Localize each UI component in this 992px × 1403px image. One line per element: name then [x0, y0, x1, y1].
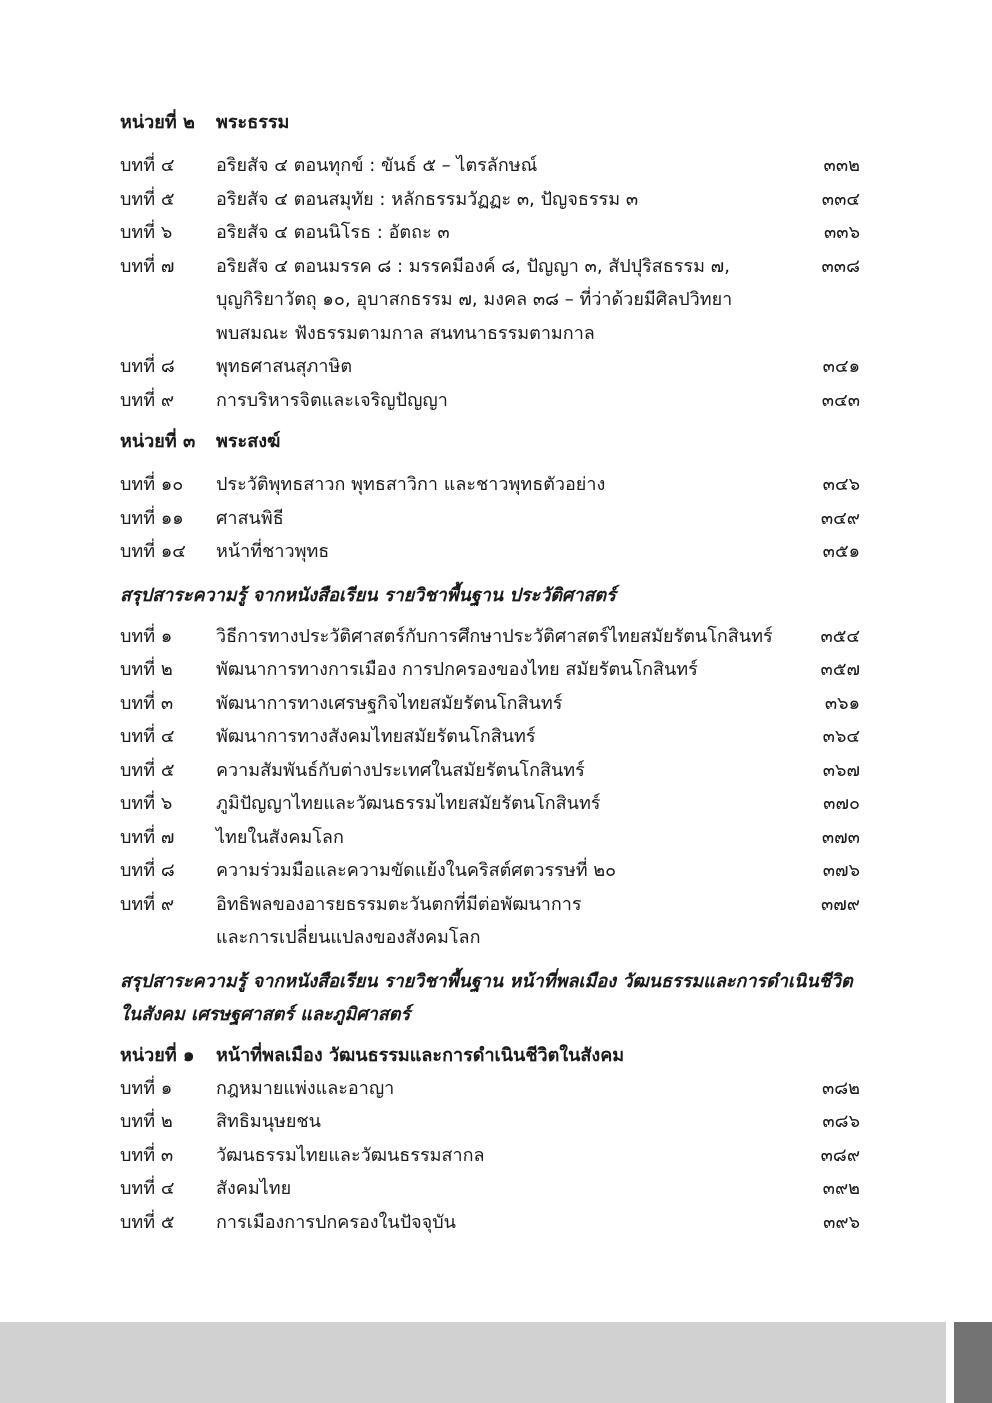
toc-entry [120, 468, 860, 502]
toc-entry [120, 720, 860, 754]
chapter-title-line: กฎหมายแพ่งและอาญา [216, 1077, 395, 1099]
page-number: ๓๔๑ [822, 356, 860, 377]
chapter-title [216, 216, 816, 250]
chapter-label: บทที่ ๔ [120, 726, 175, 747]
chapter-title-line: การบริหารจิตและเจริญปัญญา [216, 389, 448, 411]
section-heading-line: สรุปสาระความรู้ จากหนังสือเรียน รายวิชาพื้นฐาน ประวัติศาสตร์ [120, 584, 616, 606]
chapter-label: บทที่ ๑๑ [120, 507, 184, 529]
chapter-title-line: สังคมไทย [216, 1178, 292, 1199]
toc-entry [120, 216, 860, 250]
chapter-title-line: ความสัมพันธ์กับต่างประเทศในสมัยรัตนโกสินทร์ [216, 759, 585, 781]
unit-heading [120, 425, 860, 458]
chapter-label: บทที่ ๕ [120, 188, 175, 210]
chapter-title-line: ศาสนพิธี [216, 507, 284, 529]
section-heading [120, 965, 860, 1031]
toc-entry [120, 653, 860, 687]
unit-title: พระธรรม [216, 112, 290, 133]
chapter-title-line: อริยสัจ ๔ ตอนสมุทัย : หลักธรรมวัฏฏะ ๓, ปัญจธรรม ๓ [216, 188, 639, 210]
page-number: ๓๘๙ [820, 1144, 860, 1166]
unit-label: หน่วยที่ ๑ [120, 1044, 195, 1066]
toc-entry [120, 888, 860, 955]
toc-entry [120, 384, 860, 418]
toc-entry [120, 620, 860, 654]
toc-entry [120, 350, 860, 384]
unit-label: หน่วยที่ ๓ [120, 431, 196, 452]
page-number: ๓๔๙ [820, 507, 860, 529]
chapter-label: บทที่ ๓ [120, 692, 174, 714]
chapter-label: บทที่ ๗ [120, 255, 175, 277]
section-heading-line: ในสังคม เศรษฐศาสตร์ และภูมิศาสตร์ [120, 1003, 411, 1025]
chapter-title-line: สิทธิมนุษยชน [216, 1111, 321, 1132]
chapter-title-line: อิทธิพลของอารยธรรมตะวันตกที่มีต่อพัฒนาการ [216, 893, 582, 915]
page-number: ๓๖๔ [822, 726, 860, 747]
unit-label: หน่วยที่ ๒ [120, 112, 195, 133]
chapter-title-line: อริยสัจ ๔ ตอนมรรค ๘ : มรรคมีองค์ ๘, ปัญญา ๓, สัปปุริสธรรม ๗, [216, 255, 730, 277]
chapter-label: บทที่ ๕ [120, 759, 175, 781]
chapter-title-line: หน้าที่ชาวพุทธ [216, 541, 330, 562]
chapter-label: บทที่ ๘ [120, 356, 175, 377]
chapter-title-line: พบสมณะ ฟังธรรมตามกาล สนทนาธรรมตามกาล [216, 322, 595, 344]
section-heading-line: สรุปสาระความรู้ จากหนังสือเรียน รายวิชาพื้นฐาน หน้าที่พลเมือง วัฒนธรรมและการดำเนินชีวิต [120, 970, 853, 992]
page-number: ๓๙๒ [822, 1178, 860, 1199]
toc-entry [120, 1105, 860, 1139]
chapter-title [216, 720, 816, 754]
chapter-label: บทที่ ๕ [120, 1211, 175, 1233]
chapter-title-line: พัฒนาการทางเศรษฐกิจไทยสมัยรัตนโกสินทร์ [216, 692, 563, 714]
chapter-label: บทที่ ๑๔ [120, 541, 186, 562]
unit-title: หน้าที่พลเมือง วัฒนธรรมและการดำเนินชีวิตในสังคม [216, 1044, 625, 1066]
chapter-title [216, 384, 816, 418]
chapter-title-line: บุญกิริยาวัตถุ ๑๐, อุบาสกธรรม ๗, มงคล ๓๘ – ที่ว่าด้วยมีศิลปวิทยา [216, 289, 733, 310]
chapter-label: บทที่ ๘ [120, 860, 175, 881]
toc-entry [120, 754, 860, 788]
page-number: ๓๖๑ [824, 692, 860, 714]
chapter-title [216, 854, 816, 888]
chapter-label: บทที่ ๖ [120, 793, 173, 814]
chapter-label: บทที่ ๑๐ [120, 474, 184, 495]
page-number: ๓๓๖ [823, 222, 860, 243]
page-number: ๓๘๒ [821, 1077, 860, 1099]
chapter-title-line: วิธีการทางประวัติศาสตร์กับการศึกษาประวัติศาสตร์ไทยสมัยรัตนโกสินทร์ [216, 625, 773, 647]
chapter-title [216, 1172, 816, 1206]
chapter-label: บทที่ ๙ [120, 389, 175, 411]
chapter-title [216, 468, 816, 502]
chapter-title [216, 350, 816, 384]
unit-heading [120, 106, 860, 139]
table-of-contents [120, 106, 860, 1239]
toc-entry [120, 787, 860, 821]
page-number: ๓๗๖ [822, 860, 860, 881]
page-number: ๓๕๔ [820, 625, 860, 647]
chapter-title [216, 1206, 816, 1240]
page-number: ๓๙๖ [823, 1211, 860, 1233]
chapter-title [216, 787, 816, 821]
toc-entry [120, 149, 860, 183]
toc-entry [120, 821, 860, 855]
chapter-label: บทที่ ๖ [120, 222, 173, 243]
chapter-title [216, 821, 816, 855]
chapter-title [216, 1139, 816, 1173]
page-number: ๓๓๒ [823, 155, 860, 176]
chapter-label: บทที่ ๓ [120, 1144, 174, 1166]
footer-bar [0, 1322, 946, 1403]
page-number: ๓๓๔ [821, 188, 860, 210]
toc-entry [120, 1206, 860, 1240]
chapter-title-line: และการเปลี่ยนแปลงของสังคมโลก [216, 927, 481, 948]
chapter-title [216, 502, 816, 536]
chapter-title [216, 754, 816, 788]
chapter-title-line: อริยสัจ ๔ ตอนทุกข์ : ขันธ์ ๕ – ไตรลักษณ์ [216, 155, 538, 176]
page-number: ๓๗๓ [821, 826, 860, 848]
chapter-title [216, 1105, 816, 1139]
chapter-label: บทที่ ๑ [120, 625, 173, 647]
chapter-title-line: ประวัติพุทธสาวก พุทธสาวิกา และชาวพุทธตัวอย่าง [216, 474, 606, 495]
chapter-title [216, 183, 816, 217]
chapter-label: บทที่ ๔ [120, 1178, 175, 1199]
toc-entry [120, 1072, 860, 1106]
section-heading [120, 579, 860, 612]
chapter-label: บทที่ ๗ [120, 826, 175, 848]
page-number: ๓๖๗ [822, 759, 860, 781]
chapter-title-line: การเมืองการปกครองในปัจจุบัน [216, 1211, 456, 1233]
chapter-title [216, 653, 816, 687]
unit-heading [120, 1039, 860, 1072]
toc-entry [120, 535, 860, 569]
unit-title: พระสงฆ์ [216, 431, 281, 452]
chapter-title [216, 888, 816, 955]
page-number: ๓๕๑ [822, 541, 860, 562]
page-number: ๓๘๖ [822, 1111, 860, 1132]
chapter-title-line: พุทธศาสนสุภาษิต [216, 356, 353, 377]
chapter-title-line: ภูมิปัญญาไทยและวัฒนธรรมไทยสมัยรัตนโกสินทร์ [216, 793, 601, 814]
toc-entry [120, 1172, 860, 1206]
page-number: ๓๓๘ [821, 255, 860, 277]
toc-entry [120, 1139, 860, 1173]
toc-entry [120, 854, 860, 888]
toc-entry [120, 183, 860, 217]
chapter-title [216, 687, 816, 721]
chapter-title-line: พัฒนาการทางสังคมไทยสมัยรัตนโกสินทร์ [216, 726, 536, 747]
chapter-title-line: พัฒนาการทางการเมือง การปกครองของไทย สมัยรัตนโกสินทร์ [216, 659, 698, 680]
chapter-title [216, 1072, 816, 1106]
chapter-label: บทที่ ๙ [120, 893, 175, 915]
page-number: ๓๔๖ [822, 474, 860, 495]
page-number: ๓๗๐ [823, 793, 860, 814]
chapter-label: บทที่ ๒ [120, 659, 173, 680]
chapter-title [216, 535, 816, 569]
toc-entry [120, 250, 860, 351]
chapter-label: บทที่ ๒ [120, 1111, 173, 1132]
chapter-title-line: วัฒนธรรมไทยและวัฒนธรรมสากล [216, 1144, 485, 1166]
chapter-title-line: อริยสัจ ๔ ตอนนิโรธ : อัตถะ ๓ [216, 222, 450, 243]
toc-entry [120, 502, 860, 536]
chapter-label: บทที่ ๑ [120, 1077, 173, 1099]
chapter-title-line: ไทยในสังคมโลก [216, 826, 344, 848]
chapter-title [216, 149, 816, 183]
chapter-title [216, 250, 816, 351]
page-number: ๓๕๗ [820, 659, 860, 680]
chapter-title [216, 620, 816, 654]
chapter-label: บทที่ ๔ [120, 155, 175, 176]
page-number: ๓๗๙ [820, 893, 860, 915]
page-number: ๓๔๓ [821, 389, 860, 411]
footer-tab [954, 1322, 992, 1403]
toc-entry [120, 687, 860, 721]
chapter-title-line: ความร่วมมือและความขัดแย้งในคริสต์ศตวรรษที่ ๒๐ [216, 860, 617, 881]
